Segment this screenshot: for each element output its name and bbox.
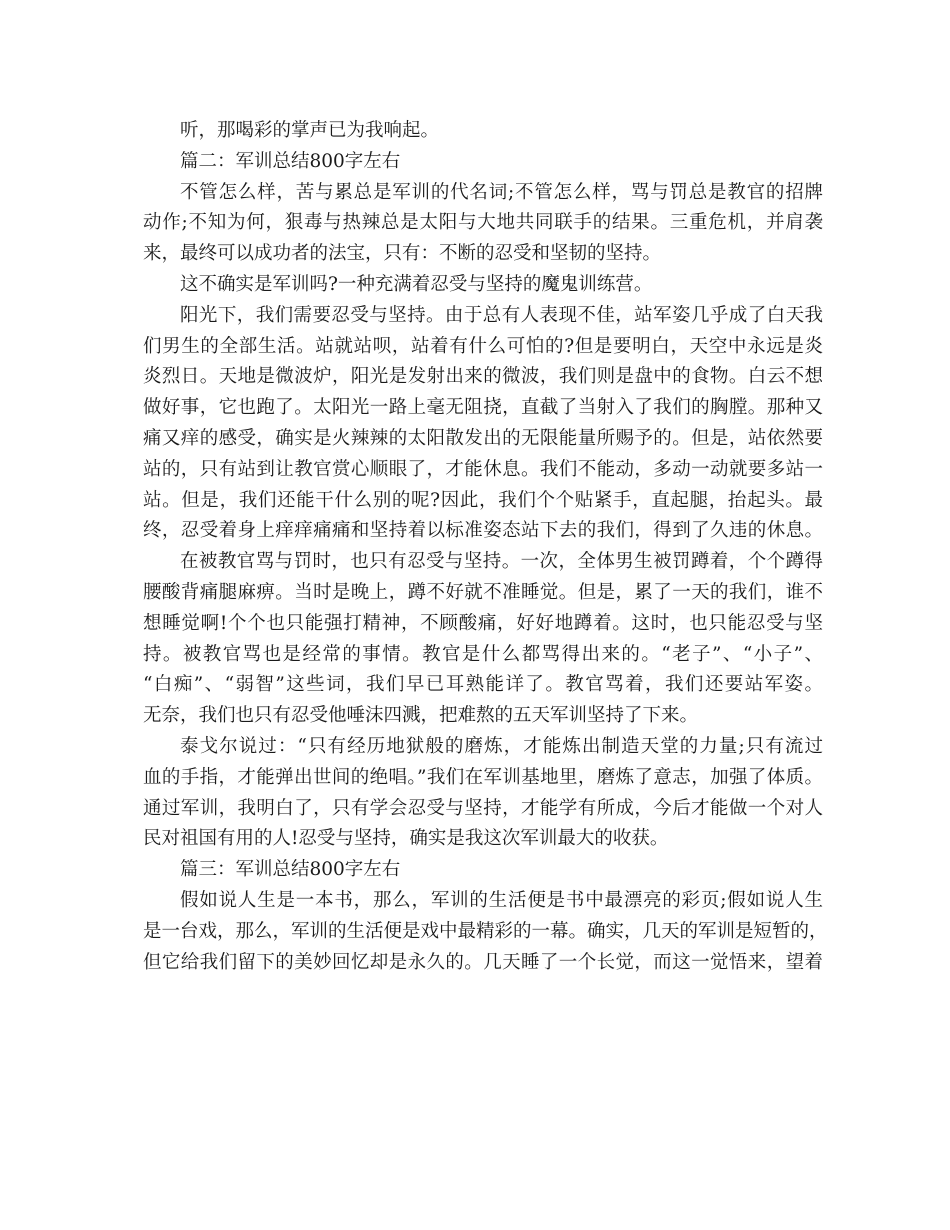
text-line: 动作;不知为何，狠毒与热辣总是太阳与大地共同联手的结果。三重危机，并肩袭 — [143, 212, 823, 234]
text-line: 想睡觉啊!个个也只能强打精神，不顾酸痛，好好地蹲着。这时，也只能忍受与坚 — [143, 612, 823, 634]
text-line: 假如说人生是一本书，那么，军训的生活便是书中最漂亮的彩页;假如说人生 — [180, 889, 823, 911]
text-line: 听，那喝彩的掌声已为我响起。 — [180, 120, 440, 141]
text-line: 持。被教官骂也是经常的事情。教官是什么都骂得出来的。“老子”、“小子”、 — [143, 643, 823, 665]
text-line: “白痴”、“弱智”这些词，我们早已耳熟能详了。教官骂着，我们还要站军姿。 — [143, 674, 823, 696]
text-line: 做好事，它也跑了。太阳光一路上毫无阻挠，直截了当射入了我们的胸膛。那种又 — [143, 397, 823, 419]
text-line: 腰酸背痛腿麻痹。当时是晚上，蹲不好就不准睡觉。但是，累了一天的我们，谁不 — [143, 581, 823, 603]
text-line: 炎烈日。天地是微波炉，阳光是发射出来的微波，我们则是盘中的食物。白云不想 — [143, 366, 823, 388]
text-line: 站。但是，我们还能干什么别的呢?因此，我们个个贴紧手，直起腿，抬起头。最 — [143, 489, 823, 511]
text-line: 阳光下，我们需要忍受与坚持。由于总有人表现不佳，站军姿几乎成了白天我 — [180, 304, 823, 326]
document-body — [143, 116, 828, 978]
text-line: 无奈，我们也只有忍受他唾沫四溅，把难熬的五天军训坚持了下来。 — [143, 705, 699, 727]
text-line: 血的手指，才能弹出世间的绝唱。”我们在军训基地里，磨炼了意志，加强了体质。 — [143, 766, 823, 788]
text-line: 通过军训，我明白了，只有学会忍受与坚持，才能学有所成，今后才能做一个对人 — [143, 797, 823, 819]
text-line: 终，忍受着身上痒痒痛痛和坚持着以标准姿态站下去的我们，得到了久违的休息。 — [143, 520, 823, 542]
text-line: 在被教官骂与罚时，也只有忍受与坚持。一次，全体男生被罚蹲着，个个蹲得 — [180, 551, 823, 573]
text-line: 痛又痒的感受，确实是火辣辣的太阳散发出的无限能量所赐予的。但是，站依然要 — [143, 427, 823, 449]
text-line: 篇二：军训总结800字左右 — [180, 150, 401, 172]
text-line: 泰戈尔说过：“只有经历地狱般的磨炼，才能炼出制造天堂的力量;只有流过 — [180, 735, 823, 757]
text-line: 篇三：军训总结800字左右 — [180, 859, 401, 881]
text-line: 来，最终可以成功者的法宝，只有：不断的忍受和坚韧的坚持。 — [143, 243, 662, 265]
text-line: 但它给我们留下的美妙回忆却是永久的。几天睡了一个长觉，而这一觉悟来，望着 — [143, 951, 823, 973]
text-line: 是一台戏，那么，军训的生活便是戏中最精彩的一幕。确实，几天的军训是短暂的， — [143, 920, 828, 942]
text-line: 站的，只有站到让教官赏心顺眼了，才能休息。我们不能动，多动一动就要多站一 — [143, 458, 823, 480]
text-line: 不管怎么样，苦与累总是军训的代名词;不管怎么样，骂与罚总是教官的招牌 — [180, 181, 823, 203]
text-line: 这不确实是军训吗?一种充满着忍受与坚持的魔鬼训练营。 — [180, 273, 653, 295]
text-line: 民对祖国有用的人!忍受与坚持，确实是我这次军训最大的收获。 — [143, 828, 669, 850]
text-line: 们男生的全部生活。站就站呗，站着有什么可怕的?但是要明白，天空中永远是炎 — [143, 335, 823, 357]
